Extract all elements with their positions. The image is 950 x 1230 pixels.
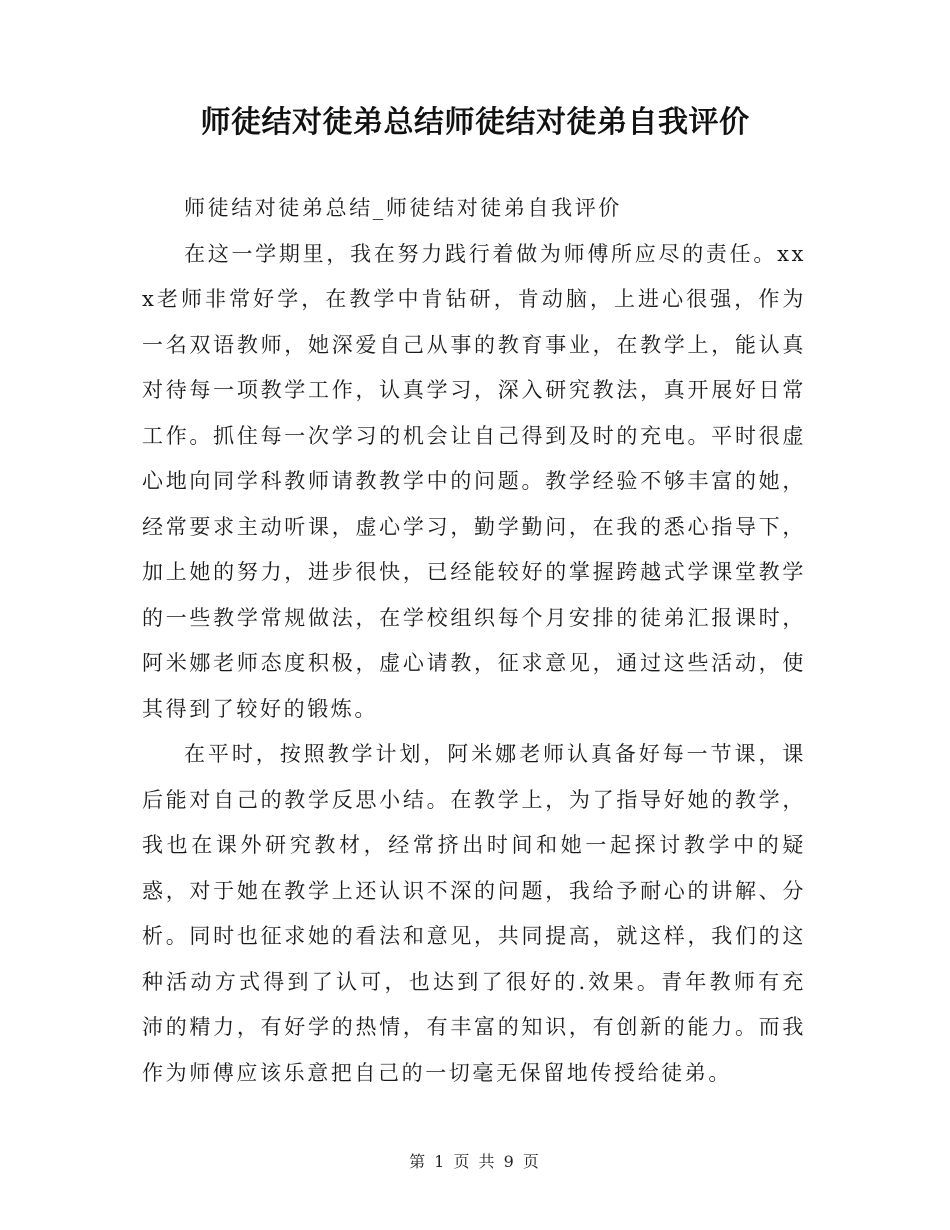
subtitle-paragraph: 师徒结对徒弟总结_师徒结对徒弟自我评价 [184,196,622,220]
body-paragraph-1: 在这一学期里，我在努力践行着做为师傅所应尽的责任。xxx老师非常好学，在教学中肯钻研，肯动脑，上进心很强，作为一名双语教师，她深爱自己从事的教育事业，在教学上，能认真对待每一项教学工作，认真学习，深入研究教法，真开展好日常工作。抓住每一次学习的机会让自己得到及时的充电。平时很虚心地向同学科教师请教教学中的问题。教学经验不够丰富的她，经常要求主动听课，虚心学习，勤学勤问，在我的悉心指导下，加上她的努力，进步很快，已经能较好的掌握跨越式学课堂教学的一些教学常规做法，在学校组织每个月安排的徒弟汇报课时，阿米娜老师态度积极，虚心请教，征求意见，通过这些活动，使其得到了较好的锻炼。 [142,241,806,721]
body-paragraph-2: 在平时，按照教学计划，阿米娜老师认真备好每一节课，课后能对自己的教学反思小结。在教学上，为了指导好她的教学，我也在课外研究教材，经常挤出时间和她一起探讨教学中的疑惑，对于她在教学上还认识不深的问题，我给予耐心的讲解、分析。同时也征求她的看法和意见，共同提高，就这样，我们的这种活动方式得到了认可，也达到了很好的.效果。青年教师有充沛的精力，有好学的热情，有丰富的知识，有创新的能力。而我作为师傅应该乐意把自己的一切毫无保留地传授给徒弟。 [142,742,806,1085]
document-body [142,186,806,1096]
page-footer: 第 1 页 共 9 页 [409,1152,541,1171]
document-title: 师徒结对徒弟总结师徒结对徒弟自我评价 [200,105,750,140]
